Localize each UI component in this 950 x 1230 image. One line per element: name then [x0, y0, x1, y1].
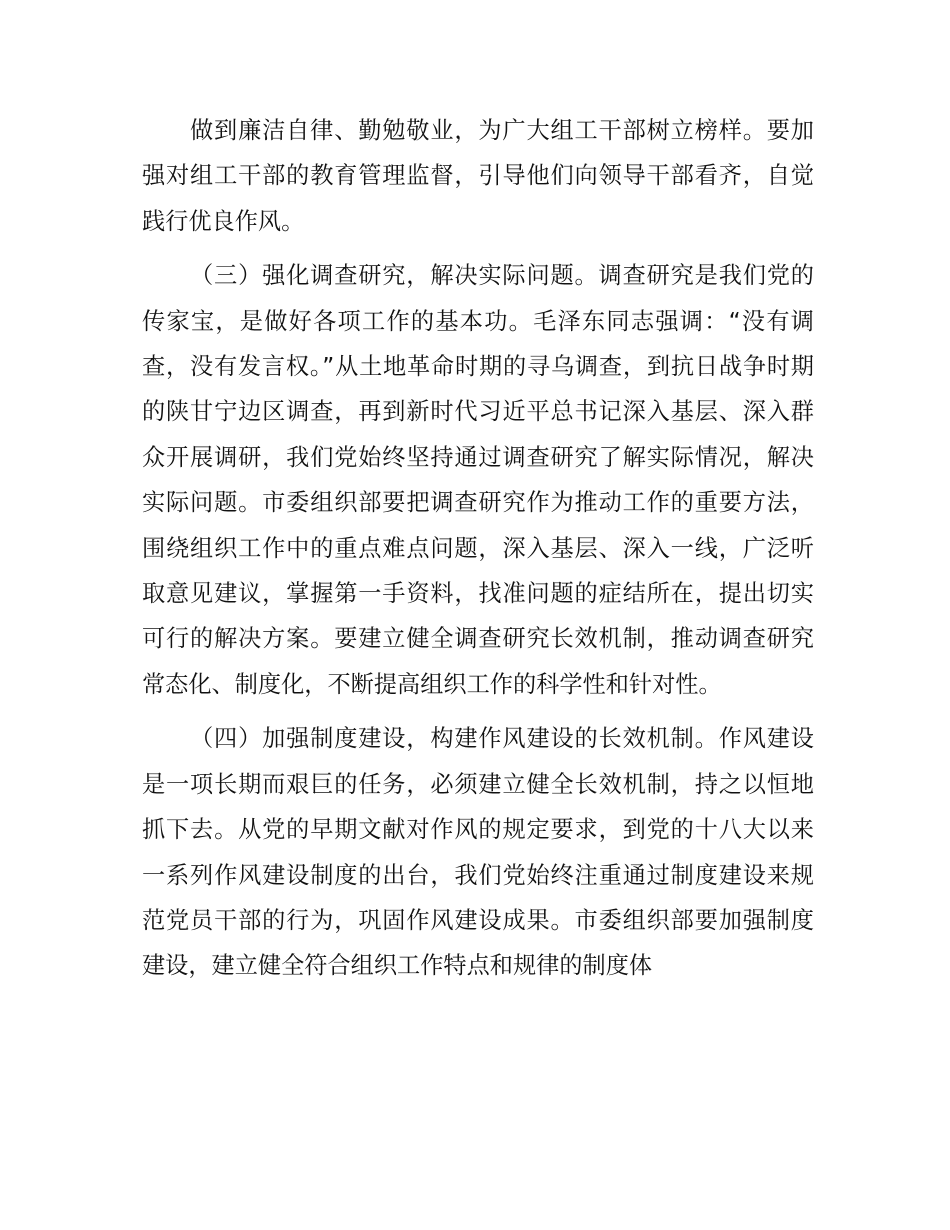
- paragraph-continuation: 做到廉洁自律、勤勉敬业，为广大组工干部树立榜样。要加强对组工干部的教育管理监督，引导他们向领导干部看齐，自觉践行优良作风。: [142, 117, 814, 235]
- paragraph-section-four: （四）加强制度建设，构建作风建设的长效机制。作风建设是一项长期而艰巨的任务，必须建立健全长效机制，持之以恒地抓下去。从党的早期文献对作风的规定要求，到党的十八大以来一系列作风建设制度的出台，我们党始终注重通过制度建设来规范党员干部的行为，巩固作风建设成果。市委组织部要加强制度建设，建立健全符合组织工作特点和规律的制度体: [142, 725, 814, 980]
- document-page: [142, 108, 814, 998]
- paragraph-section-three: （三）强化调查研究，解决实际问题。调查研究是我们党的传家宝，是做好各项工作的基本功。毛泽东同志强调：“没有调查，没有发言权。”从土地革命时期的寻乌调查，到抗日战争时期的陕甘宁边区调查，再到新时代习近平总书记深入基层、深入群众开展调研，我们党始终坚持通过调查研究了解实际情况，解决实际问题。市委组织部要把调查研究作为推动工作的重要方法，围绕组织工作中的重点难点问题，深入基层、深入一线，广泛听取意见建议，掌握第一手资料，找准问题的症结所在，提出切实可行的解决方案。要建立健全调查研究长效机制，推动调查研究常态化、制度化，不断提高组织工作的科学性和针对性。: [142, 262, 814, 698]
